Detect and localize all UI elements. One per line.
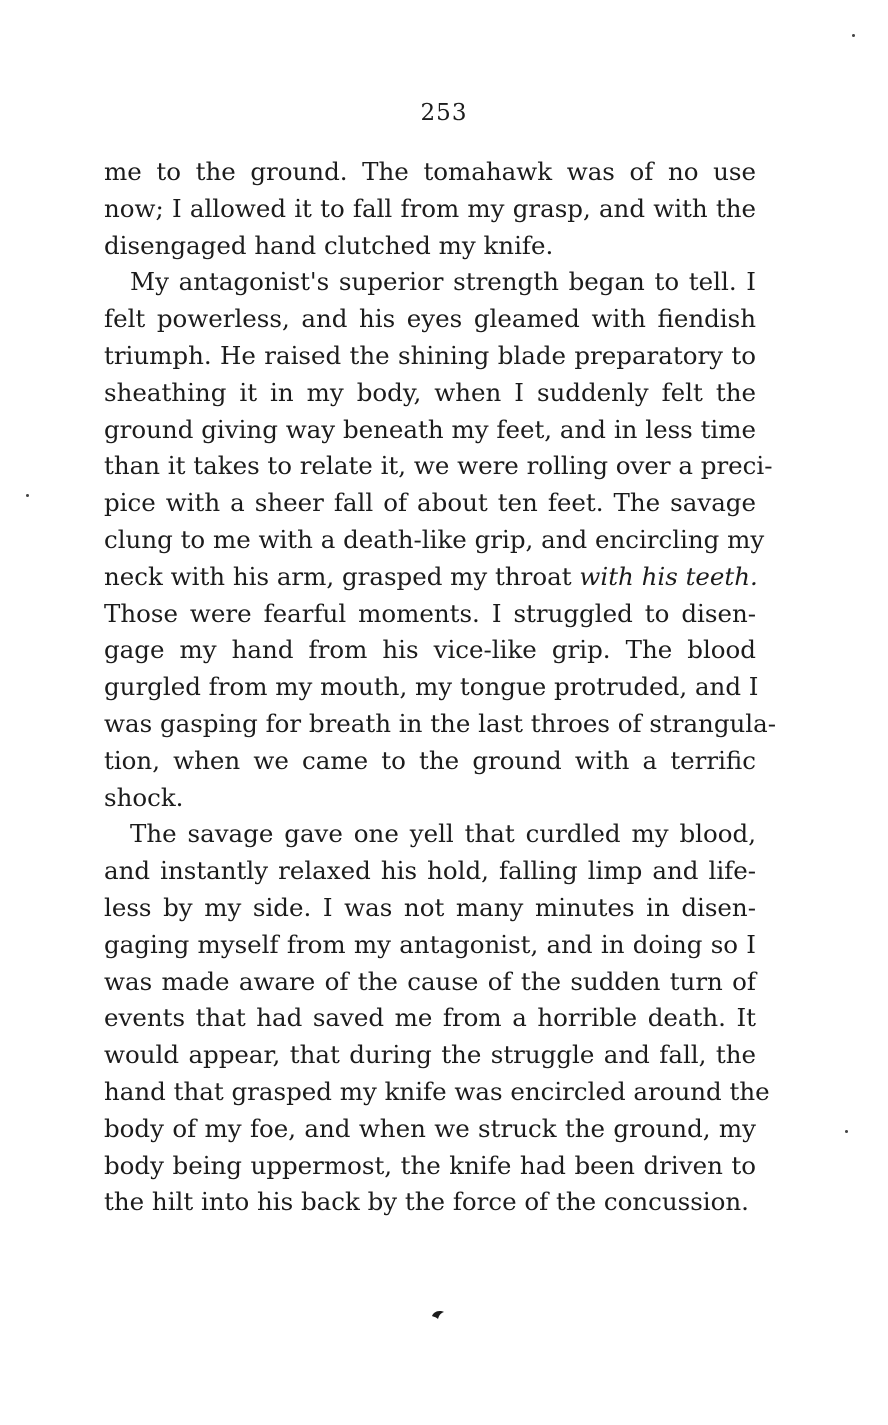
text-line: less by my side. I was not many minutes in disen- [104,892,756,922]
text-line: gurgled from my mouth, my tongue protruded, and I [104,672,759,702]
text-line: The savage gave one yell that curdled my blood, [130,819,756,849]
scan-speck [845,1130,848,1133]
text-line: triumph. He raised the shining blade preparatory to [104,340,756,370]
text-line: ground giving way beneath my feet, and in less time [104,414,756,444]
paragraph-2 [104,264,777,816]
paragraph-3 [104,816,770,1221]
text-line: sheathing it in my body, when I suddenly felt the [104,377,756,407]
text-line: body being uppermost, the knife had been driven to [104,1150,756,1180]
text-line: body of my foe, and when we struck the ground, my [104,1113,756,1143]
text-line: hand that grasped my knife was encircled around the [104,1076,770,1106]
text-line: My antagonist's superior strength began to tell. I [130,267,756,297]
italic-text-run: with his teeth. [579,561,758,591]
text-line: gage my hand from his vice-like grip. The blood [104,635,756,665]
text-line-with-italic [104,559,756,596]
text-line: me to the ground. The tomahawk was of no use [104,157,756,186]
text-run: neck with his arm, grasped my throat [104,561,572,591]
text-line: pice with a sheer fall of about ten feet. The savage [104,488,756,518]
fleuron-ornament-icon [430,1307,446,1323]
text-line: would appear, that during the struggle and fall, the [104,1040,756,1070]
text-line: than it takes to relate it, we were rolling over a preci- [104,451,773,481]
text-line: events that had saved me from a horrible death. It [104,1003,756,1033]
text-line: was gasping for breath in the last throes of strangula- [104,708,777,738]
text-line: was made aware of the cause of the sudden turn of [104,966,756,996]
scan-speck [852,34,855,37]
text-line: Those were fearful moments. I struggled to disen- [104,598,756,628]
scan-speck [26,494,29,497]
paragraph-1 [104,154,756,264]
text-line: felt powerless, and his eyes gleamed with fiendish [104,304,756,334]
text-line: clung to me with a death-like grip, and encircling my [104,524,765,554]
text-line: shock. [104,782,184,812]
text-line: gaging myself from my antagonist, and in doing so I [104,929,756,959]
text-line: disengaged hand clutched my knife. [104,230,554,260]
text-line: and instantly relaxed his hold, falling limp and life- [104,856,756,886]
text-line: now; I allowed it to fall from my grasp, and with the [104,193,756,223]
body-text [104,154,777,1221]
text-line: tion, when we came to the ground with a terrific [104,745,756,775]
text-line: the hilt into his back by the force of the concussion. [104,1187,749,1217]
page-number: 253 [420,100,468,126]
